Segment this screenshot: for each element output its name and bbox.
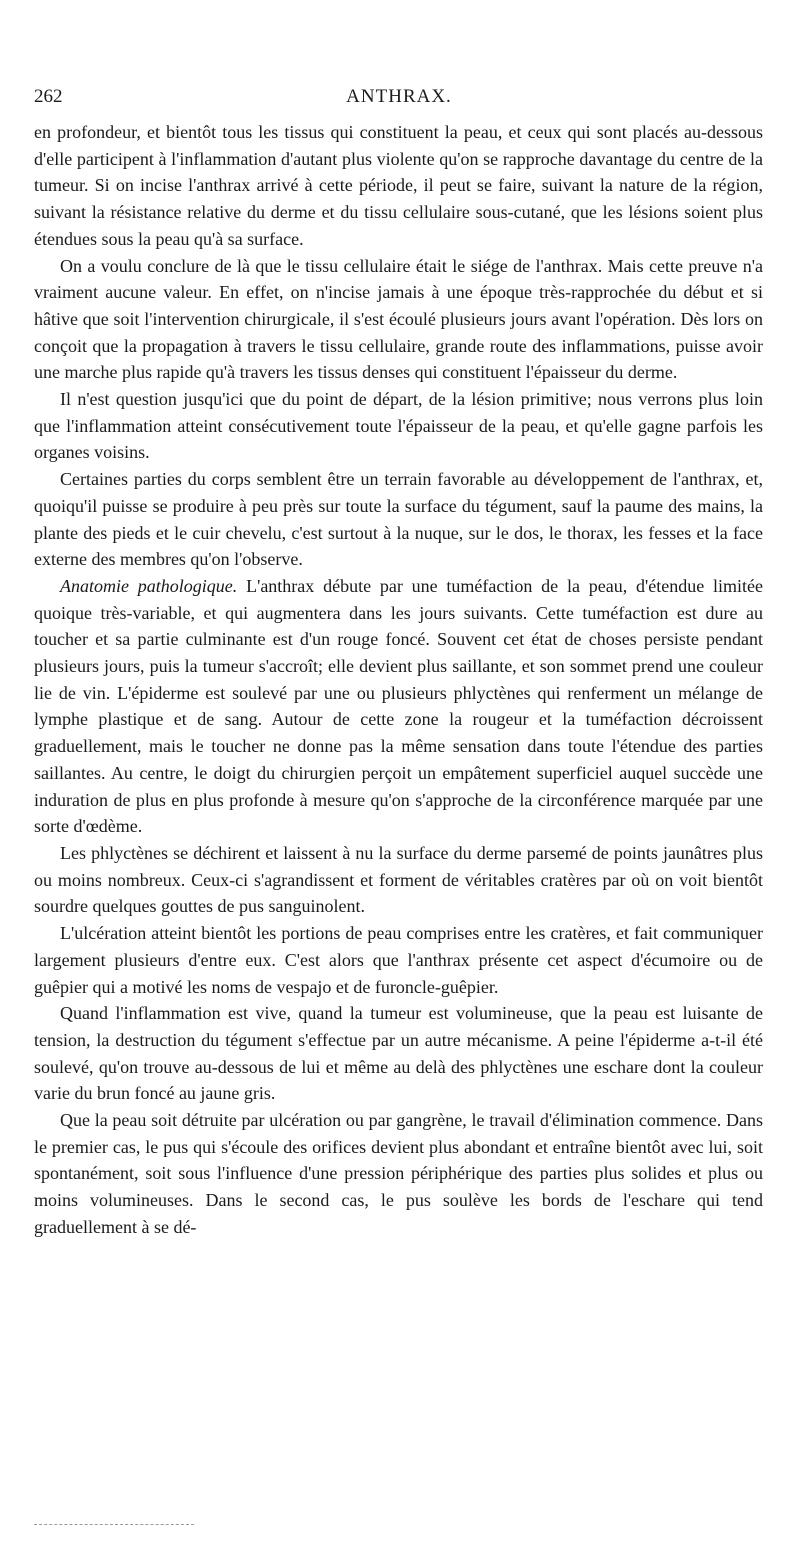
footer-rule bbox=[34, 1524, 194, 1525]
page-number: 262 bbox=[34, 86, 63, 107]
page-header bbox=[34, 86, 764, 112]
paragraph: Certaines parties du corps semblent être un terrain favorable au développement de l'anthrax, et, quoiqu'il puisse se produire à peu près sur toute la surface du tégument, sauf la paume des mains, la plante des pieds et le cuir chevelu, c'est surtout à la nuque, sur le dos, le thorax, les fesses et la face externe des membres qu'on l'observe. bbox=[34, 469, 763, 570]
section-heading: Anatomie pathologique. bbox=[60, 575, 238, 596]
paragraph: en profondeur, et bientôt tous les tissus qui constituent la peau, et ceux qui sont placés au-dessous d'elle participent à l'inflammation d'autant plus violente qu'on se rapproche davantage du centre de la tumeur. Si on incise l'anthrax arrivé à cette période, il peut se faire, suivant la nature de la région, suivant la résistance relative du derme et du tissu cellulaire sous-cutané, que les lésions soient plus étendues sous la peau qu'à sa surface. bbox=[34, 122, 763, 249]
paragraph bbox=[34, 573, 763, 840]
paragraph: Il n'est question jusqu'ici que du point de départ, de la lésion primitive; nous verrons plus loin que l'inflammation atteint consécutivement toute l'épaisseur de la peau, et qu'elle gagne parfois les organes voisins. bbox=[34, 389, 763, 463]
paragraph-text: L'anthrax débute par une tuméfaction de la peau, d'étendue limitée quoique très-variable, et qui augmentera dans les jours suivants. Cette tuméfaction est dure au toucher et sa partie culminante est d'un rouge foncé. Souvent cet état de choses persiste pendant plusieurs jours, puis la tumeur s'accroît; elle devient plus saillante, et son sommet prend une couleur lie de vin. L'épiderme est soulevé par une ou plusieurs phlyctènes qui renferment un mélange de lymphe plastique et de sang. Autour de cette zone la rougeur et la tuméfaction décroissent graduellement, mais le toucher ne donne pas la même sensation dans toute l'étendue des parties saillantes. Au centre, le doigt du chirurgien perçoit un empâtement superficiel auquel succède une induration de plus en plus profonde à mesure qu'on s'approche de la circonférence marquée par une sorte d'œdème. bbox=[34, 575, 763, 837]
body-text bbox=[34, 119, 763, 1241]
paragraph: L'ulcération atteint bientôt les portions de peau comprises entre les cratères, et fait communiquer largement plusieurs d'entre eux. C'est alors que l'anthrax présente cet aspect d'écumoire ou de guêpier qui a motivé les noms de vespajo et de furoncle-guêpier. bbox=[34, 923, 763, 997]
paragraph: Que la peau soit détruite par ulcération ou par gangrène, le travail d'élimination commence. Dans le premier cas, le pus qui s'écoule des orifices devient plus abondant et entraîne bientôt avec lui, soit spontanément, soit sous l'influence d'une pression périphérique des parties plus solides et plus ou moins volumineuses. Dans le second cas, le pus soulève les bords de l'eschare qui tend graduellement à se dé- bbox=[34, 1110, 763, 1237]
paragraph: Quand l'inflammation est vive, quand la tumeur est volumineuse, que la peau est luisante de tension, la destruction du tégument s'effectue par un autre mécanisme. A peine l'épiderme a-t-il été soulevé, qu'on trouve au-dessous de lui et même au delà des phlyctènes une eschare dont la couleur varie du brun foncé au jaune gris. bbox=[34, 1003, 763, 1104]
running-title: ANTHRAX. bbox=[346, 86, 452, 107]
paragraph: Les phlyctènes se déchirent et laissent à nu la surface du derme parsemé de points jaunâtres plus ou moins nombreux. Ceux-ci s'agrandissent et forment de véritables cratères par où on voit bientôt sourdre quelques gouttes de pus sanguinolent. bbox=[34, 842, 763, 917]
paragraph: On a voulu conclure de là que le tissu cellulaire était le siége de l'anthrax. Mais cette preuve n'a vraiment aucune valeur. En effet, on n'incise jamais à une époque très-rapprochée du début et si hâtive que soit l'intervention chirurgicale, il s'est écoulé plusieurs jours avant l'opération. Dès lors on conçoit que la propagation à travers le tissu cellulaire, grande route des inflammations, puisse avoir une marche plus rapide qu'à travers les tissus denses qui constituent l'épaisseur du derme. bbox=[34, 255, 763, 383]
